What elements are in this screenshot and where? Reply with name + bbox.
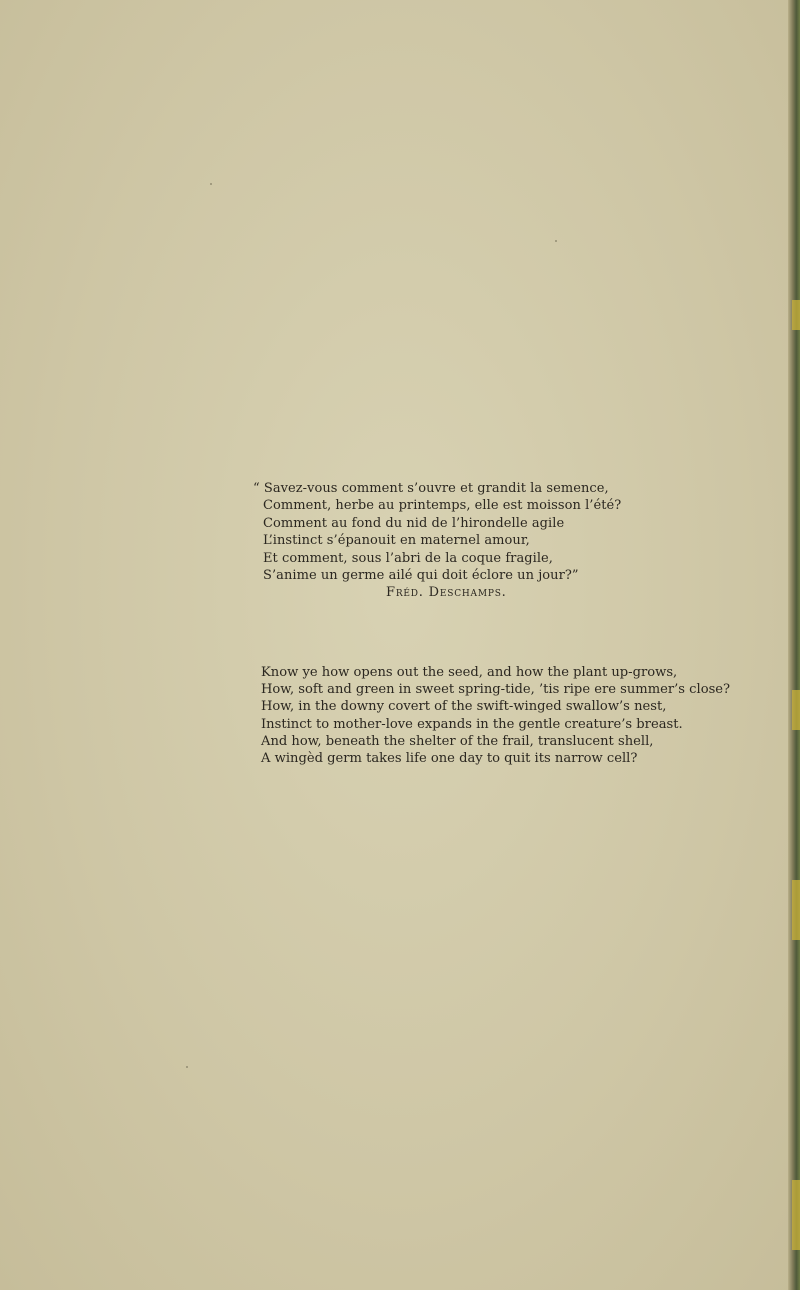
- speck: [555, 240, 557, 242]
- translation-line: Instinct to mother-love expands in the gentle creature’s breast.: [261, 716, 683, 732]
- speck: [210, 183, 212, 185]
- stanza-line: Comment au fond du nid de l’hirondelle agile: [263, 515, 565, 531]
- edge-stain: [792, 1180, 800, 1250]
- speck: [186, 1066, 188, 1068]
- french-stanza: [253, 480, 622, 602]
- translation-line: How, soft and green in sweet spring-tide, ’tis ripe ere summer’s close?: [261, 682, 731, 698]
- stanza-line: Comment, herbe au printemps, elle est moisson l’été?: [263, 498, 622, 514]
- english-translation: [261, 664, 730, 767]
- translation-line: And how, beneath the shelter of the frail, translucent shell,: [261, 733, 654, 749]
- attribution: Fréd. Deschamps.: [386, 585, 507, 601]
- edge-stain: [792, 880, 800, 940]
- translation-line: How, in the downy covert of the swift-winged swallow’s nest,: [261, 699, 667, 715]
- page-edge: [788, 0, 800, 1290]
- stanza-line: “ Savez-vous comment s’ouvre et grandit la semence,: [253, 481, 609, 496]
- edge-stain: [792, 690, 800, 730]
- translation-line: A wingèd germ takes life one day to quit its narrow cell?: [261, 751, 638, 767]
- translation-line: Know ye how opens out the seed, and how the plant up-grows,: [261, 665, 678, 680]
- stanza-line: S’anime un germe ailé qui doit éclore un jour?”: [263, 568, 579, 584]
- edge-stain: [792, 300, 800, 330]
- stanza-line: L’instinct s’épanouit en maternel amour,: [263, 533, 530, 549]
- stanza-line: Et comment, sous l’abri de la coque fragile,: [263, 550, 553, 566]
